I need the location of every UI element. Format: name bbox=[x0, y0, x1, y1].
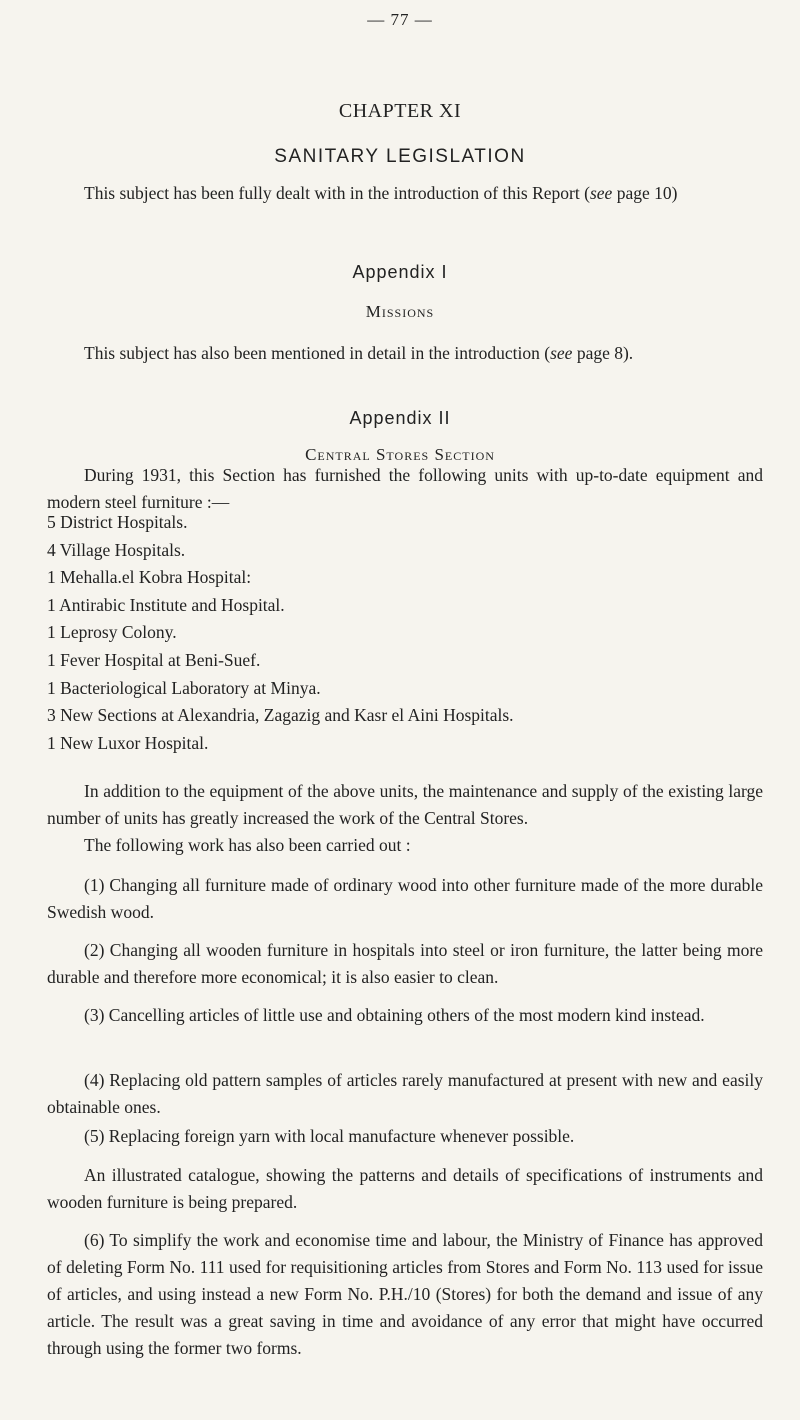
appendix-2-title: Appendix II bbox=[349, 408, 451, 428]
chapter-intro-paragraph bbox=[47, 180, 763, 207]
appendix-1-text-see: see bbox=[550, 343, 573, 363]
list-item: 1 Bacteriological Laboratory at Minya. bbox=[47, 677, 321, 698]
work-intro: The following work has also been carried out : bbox=[84, 835, 411, 855]
list-item: 4 Village Hospitals. bbox=[47, 539, 186, 560]
work-item-1: (1) Changing all furniture made of ordinary wood into other furniture made of the more durable Swedish wood. bbox=[47, 875, 763, 922]
list-item: 5 District Hospitals. bbox=[47, 512, 188, 532]
unit-list bbox=[47, 509, 763, 757]
page-number: — 77 — bbox=[367, 10, 433, 29]
list-item: 1 Leprosy Colony. bbox=[47, 622, 177, 643]
list-item: 3 New Sections at Alexandria, Zagazig and Kasr el Aini Hospitals. bbox=[47, 705, 514, 726]
chapter-intro-see: see bbox=[589, 183, 613, 203]
work-item-6: (6) To simplify the work and economise time and labour, the Ministry of Finance has approved of deleting Form No. 111 used for requisitioning articles from Stores and Form No. 113 used for issue of articles, and using instead a new Form No. P.H./10 (Stores) for both the demand and issue of any article. The result was a great saving in time and avoidance of any error that might have occurred through using the former two forms. bbox=[47, 1230, 763, 1358]
list-item: 1 Mehalla.el Kobra Hospital: bbox=[47, 567, 252, 588]
appendix-1-paragraph bbox=[47, 340, 763, 367]
chapter-intro-before: This subject has been fully dealt with in the introduction of this Report ( bbox=[84, 183, 590, 203]
chapter-heading: SANITARY LEGISLATION bbox=[274, 146, 526, 167]
appendix-2-subtitle: Central Stores Section bbox=[305, 445, 495, 464]
chapter-title: CHAPTER XI bbox=[338, 100, 462, 122]
appendix-1-text-after: page 8). bbox=[572, 343, 634, 363]
work-item-3: (3) Cancelling articles of little use and obtaining others of the most modern kind instead. bbox=[84, 1005, 705, 1025]
work-item-5: (5) Replacing foreign yarn with local manufacture whenever possible. bbox=[84, 1126, 575, 1146]
list-item: 1 Antirabic Institute and Hospital. bbox=[47, 594, 285, 615]
appendix-1-text-before: This subject has also been mentioned in detail in the introduction ( bbox=[84, 343, 551, 363]
appendix-1-subtitle: Missions bbox=[365, 302, 435, 321]
chapter-intro-after: page 10) bbox=[612, 183, 678, 203]
appendix-2-intro: During 1931, this Section has furnished the following units with up-to-date equipment and modern steel furniture :— bbox=[47, 465, 763, 512]
addition-paragraph: In addition to the equipment of the above units, the maintenance and supply of the existing large number of units has greatly increased the work of the Central Stores. bbox=[47, 781, 763, 828]
list-item: 1 Fever Hospital at Beni-Suef. bbox=[47, 649, 261, 670]
list-item: 1 New Luxor Hospital. bbox=[47, 732, 209, 753]
work-item-2: (2) Changing all wooden furniture in hospitals into steel or iron furniture, the latter being more durable and therefore more economical; it is also easier to clean. bbox=[47, 940, 763, 987]
work-item-4: (4) Replacing old pattern samples of articles rarely manufactured at present with new and easily obtainable ones. bbox=[47, 1070, 763, 1117]
catalogue-paragraph: An illustrated catalogue, showing the patterns and details of specifications of instruments and wooden furniture is being prepared. bbox=[47, 1165, 763, 1212]
appendix-1-title: Appendix I bbox=[352, 262, 448, 282]
